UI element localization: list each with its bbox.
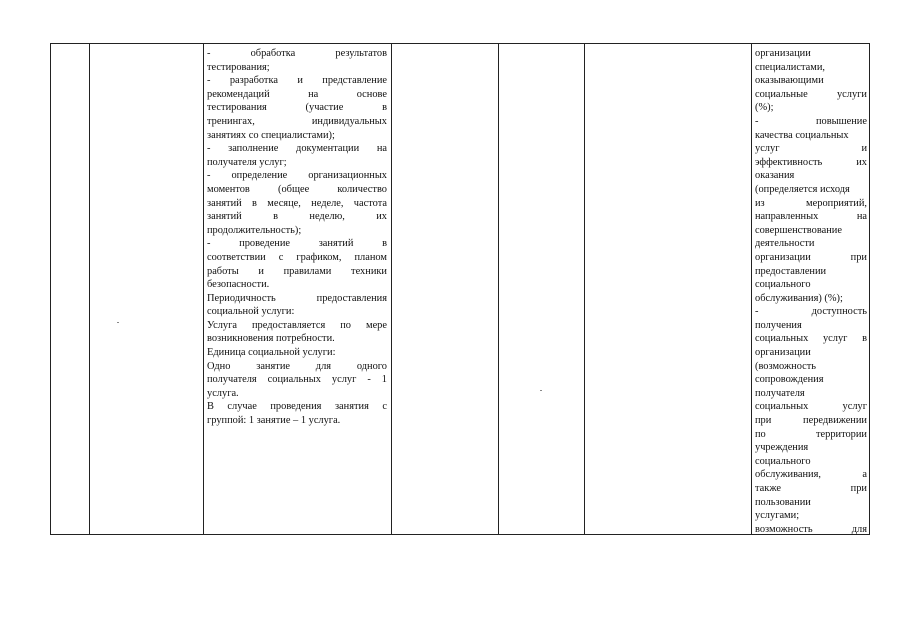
- text-line: - обработка результатов: [207, 48, 387, 59]
- text-line: рекомендаций на основе: [207, 88, 387, 100]
- text-line: пользовании: [755, 496, 811, 508]
- text-line: - доступность: [755, 306, 867, 318]
- scan-speck: [117, 322, 119, 323]
- text-line: продолжительность);: [207, 224, 302, 236]
- text-line: из мероприятий,: [755, 197, 867, 209]
- column-divider: [391, 44, 392, 534]
- quality-indicators-cell: [755, 47, 867, 536]
- text-line: также при: [755, 483, 867, 494]
- text-line: по территории: [755, 428, 867, 440]
- text-line: тренингах, индивидуальных: [207, 115, 387, 127]
- text-line: тестирования (участие в: [207, 102, 387, 114]
- text-line: социальных услуг в: [755, 333, 867, 345]
- text-line: получения: [755, 319, 802, 331]
- text-line: получателя социальных услуг - 1: [207, 374, 387, 386]
- text-line: сопровождения: [755, 374, 824, 386]
- text-line: моментов (общее количество: [207, 183, 387, 195]
- text-line: (определяется исходя: [755, 183, 850, 195]
- column-divider: [498, 44, 499, 534]
- text-line: соответствии с графиком, планом: [207, 251, 387, 263]
- text-line: обслуживания) (%);: [755, 292, 843, 304]
- text-line: качества социальных: [755, 129, 849, 141]
- text-line: Периодичность предоставления: [207, 292, 387, 304]
- text-line: специалистами,: [755, 61, 825, 73]
- text-line: оказания: [755, 170, 795, 182]
- text-line: социального: [755, 279, 811, 291]
- text-line: - заполнение документации на: [207, 143, 387, 155]
- text-line: Одно занятие для одного: [207, 360, 387, 372]
- text-line: эффективность их: [755, 156, 867, 168]
- text-line: возможность для: [755, 523, 867, 535]
- text-line: занятиях со специалистами);: [207, 129, 335, 141]
- text-line: (%);: [755, 102, 774, 114]
- text-line: оказывающими: [755, 75, 824, 87]
- column-divider: [89, 44, 90, 534]
- text-line: при передвижении: [755, 415, 867, 427]
- text-line: группой: 1 занятие – 1 услуга.: [207, 415, 341, 427]
- text-line: безопасности.: [207, 279, 270, 291]
- column-divider: [751, 44, 752, 534]
- text-line: получателя: [755, 387, 805, 399]
- text-line: В случае проведения занятия с: [207, 401, 387, 413]
- text-line: деятельности: [755, 238, 815, 250]
- text-line: получателя услуг;: [207, 156, 287, 168]
- text-line: возникновения потребности.: [207, 333, 335, 345]
- text-line: работы и правилами техники: [207, 265, 387, 277]
- text-line: обслуживания, а: [755, 469, 867, 481]
- text-line: организации: [755, 48, 811, 59]
- text-line: услуг и: [755, 143, 867, 155]
- text-line: тестирования;: [207, 61, 270, 73]
- text-line: направленных на: [755, 211, 867, 223]
- text-line: (возможность: [755, 360, 817, 372]
- text-line: социального: [755, 455, 811, 467]
- text-line: социальные услуги: [755, 88, 867, 100]
- text-line: социальной услуги:: [207, 306, 295, 318]
- text-line: - повышение: [755, 115, 867, 127]
- text-line: занятий в неделю, их: [207, 211, 387, 223]
- text-line: - определение организационных: [207, 170, 387, 182]
- text-line: Услуга предоставляется по мере: [207, 319, 387, 331]
- text-line: организации: [755, 347, 811, 359]
- text-line: Единица социальной услуги:: [207, 347, 336, 359]
- text-line: услугами;: [755, 510, 800, 522]
- text-line: предоставлении: [755, 265, 827, 277]
- text-line: занятий в месяце, неделе, частота: [207, 197, 387, 209]
- service-description-cell: [207, 47, 387, 428]
- text-line: - проведение занятий в: [207, 238, 387, 250]
- services-table: [50, 43, 870, 535]
- column-divider: [584, 44, 585, 534]
- text-line: - разработка и представление: [207, 75, 387, 87]
- text-line: услуга.: [207, 387, 239, 399]
- text-line: социальных услуг: [755, 401, 867, 413]
- text-line: учреждения: [755, 442, 809, 454]
- column-divider: [203, 44, 204, 534]
- text-line: организации при: [755, 251, 867, 263]
- text-line: совершенствование: [755, 224, 842, 236]
- scan-speck: [540, 390, 542, 391]
